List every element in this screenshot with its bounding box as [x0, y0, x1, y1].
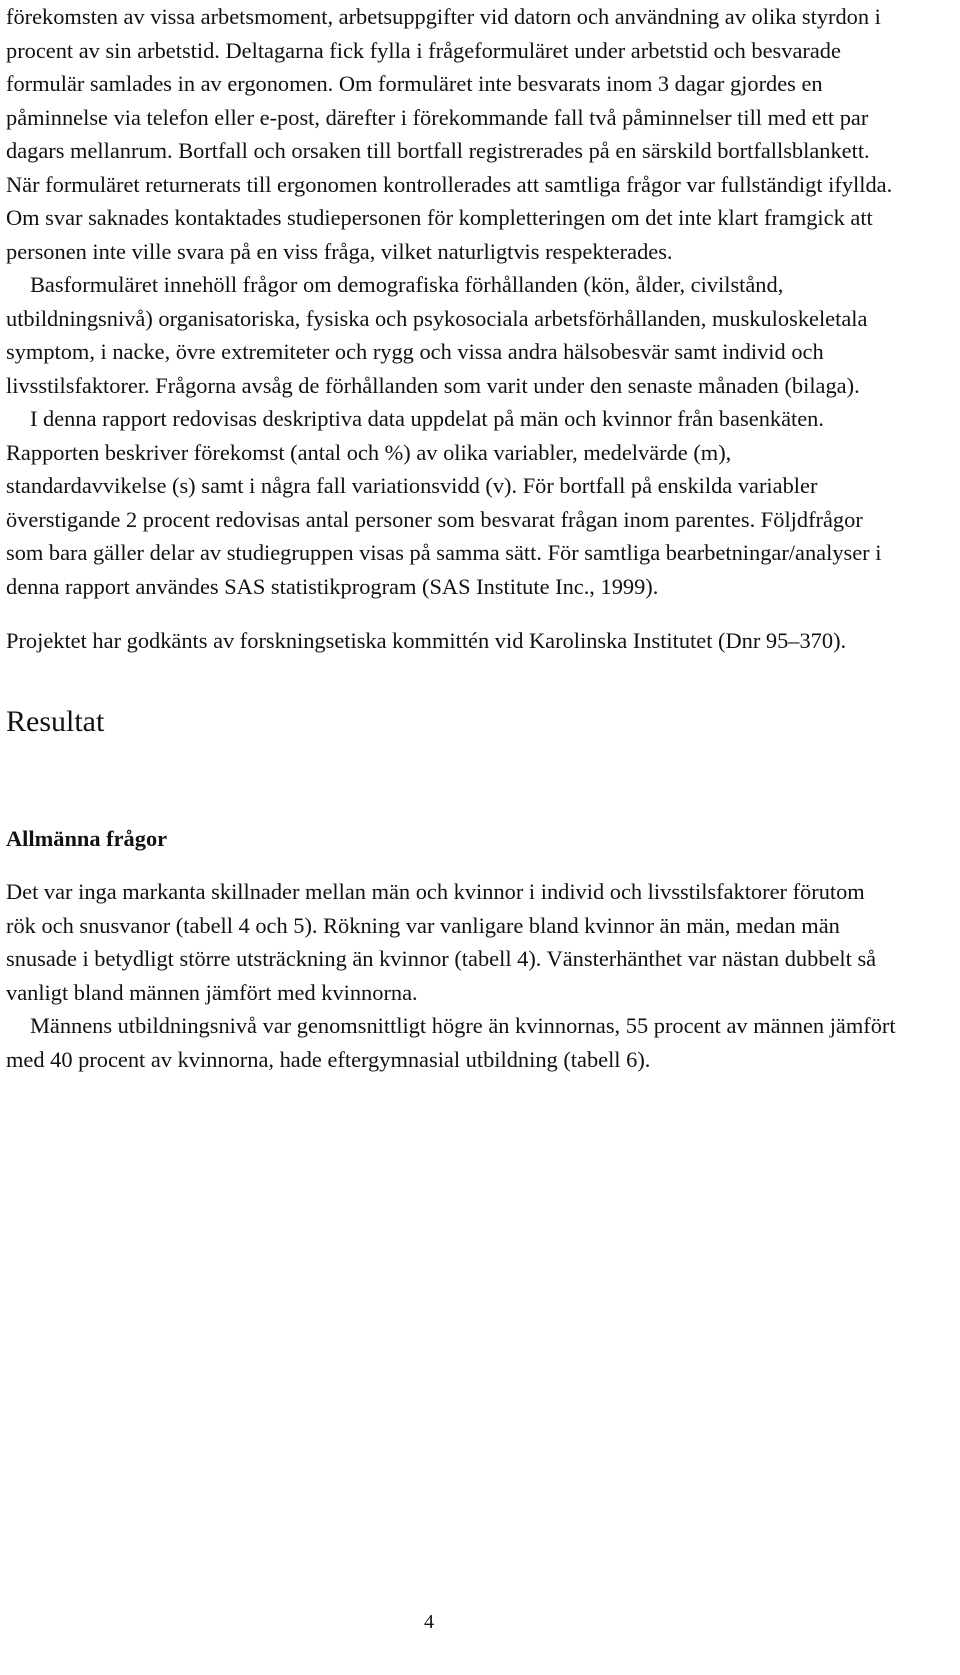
results-paragraph-2: Männens utbildningsnivå var genomsnittligt högre än kvinnornas, 55 procent av männen jämfört med 40 procent av kvinnorna, hade eftergymnasial utbildning (tabell 6). [6, 1013, 896, 1072]
method-paragraph-2: Basformuläret innehöll frågor om demografiska förhållanden (kön, ålder, civilstånd, utbildningsnivå) organisatoriska, fysiska och psykosociala arbetsförhållanden, muskuloskeletala symptom, i nacke, övre extremiteter och rygg och vissa andra hälsobesvär samt individ och livsstilsfaktorer. Frågorna avsåg de förhållanden som varit under den senaste månaden (bilaga). [6, 272, 868, 398]
subsection-title-general-questions: Allmänna frågor [6, 825, 168, 851]
ethics-paragraph: Projektet har godkänts av forskningsetiska kommittén vid Karolinska Institutet (Dnr 95–370). [6, 628, 847, 653]
section-title-results: Resultat [6, 704, 105, 738]
method-paragraph-1: förekomsten av vissa arbetsmoment, arbetsuppgifter vid datorn och användning av olika styrdon i procent av sin arbetstid. Deltagarna fick fylla i frågeformuläret under arbetstid och besvarade formulär samlades in av ergonomen. Om formuläret inte besvarats inom 3 dagar gjordes en påminnelse via telefon eller e-post, därefter i förekommande fall två påminnelser till med ett par dagars mellanrum. Bortfall och orsaken till bortfall registrerades på en särskild bortfallsblankett. När formuläret returnerats till ergonomen kontrollerades att samtliga frågor var fullständigt ifyllda. Om svar saknades kontaktades studiepersonen för kompletteringen om det inte klart framgick att personen inte ville svara på en viss fråga, vilket naturligtvis respekterades. [6, 4, 893, 264]
results-paragraph-1: Det var inga markanta skillnader mellan män och kvinnor i individ och livsstilsfaktorer förutom rök och snusvanor (tabell 4 och 5). Rökning var vanligare bland kvinnor än män, medan män snusade i betydligt större utsträckning än kvinnor (tabell 4). Vänsterhänthet var nästan dubbelt så vanligt bland männen jämfört med kvinnorna. [6, 879, 877, 1005]
page-number: 4 [424, 1611, 434, 1633]
document-page [6, 0, 896, 1076]
method-paragraph-3: I denna rapport redovisas deskriptiva data uppdelat på män och kvinnor från basenkäten. Rapporten beskriver förekomst (antal och %) av olika variabler, medelvärde (m), standardavvikelse (s) samt i några fall variationsvidd (v). För bortfall på enskilda variabler överstigande 2 procent redovisas antal personer som besvarat frågan inom parentes. Följdfrågor som bara gäller delar av studiegruppen visas på samma sätt. För samtliga bearbetningar/analyser i denna rapport användes SAS statistikprogram (SAS Institute Inc., 1999). [6, 406, 882, 599]
